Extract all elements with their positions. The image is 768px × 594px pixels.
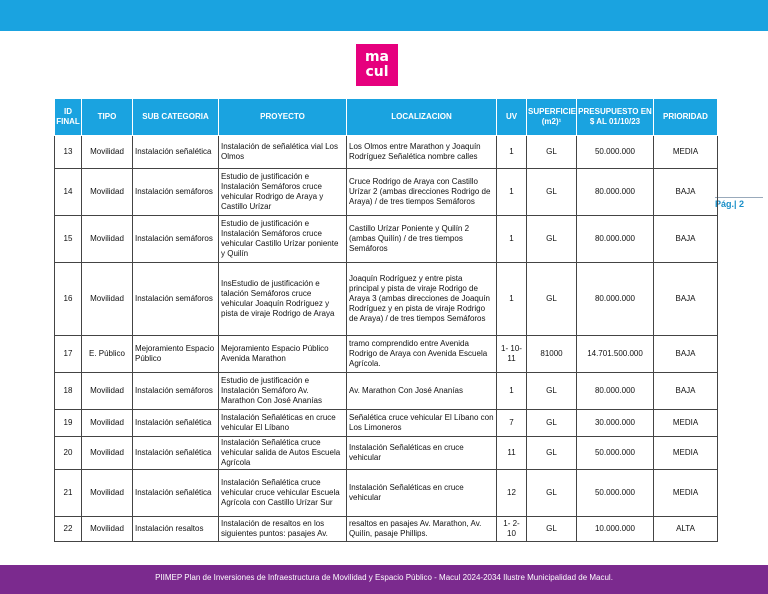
cell-localizacion: Cruce Rodrigo de Araya con Castillo Urízar 2 (ambas direcciones Rodrigo de Araya) / de tres tiempos Semáforos: [347, 169, 497, 216]
cell-subcat: Instalación señalética: [133, 136, 219, 169]
macul-logo: [356, 44, 398, 86]
table-row: [55, 517, 718, 542]
cell-localizacion: Castillo Urízar Poniente y Quilín 2 (ambas Quilín) / de tres tiempos Semáforos: [347, 216, 497, 263]
cell-proyecto: InsEstudio de justificación e talación Semáforos cruce vehicular Joaquín Rodríguez y pista de viraje Rodrigo de Araya: [219, 263, 347, 336]
cell-subcat: Instalación semáforos: [133, 216, 219, 263]
cell-presupuesto: 80.000.000: [577, 216, 654, 263]
cell-subcat: Mejoramiento Espacio Público: [133, 336, 219, 373]
cell-tipo: E. Público: [82, 336, 133, 373]
table-row: [55, 263, 718, 336]
cell-superficie: GL: [527, 216, 577, 263]
cell-superficie: GL: [527, 263, 577, 336]
cell-presupuesto: 14.701.500.000: [577, 336, 654, 373]
cell-proyecto: Instalación Señalética cruce vehicular cruce vehicular Escuela Agrícola con Castillo Urízar Sur: [219, 470, 347, 517]
cell-proyecto: Estudio de justificación e Instalación Semáforos cruce vehicular Castillo Urízar poniente y Quilín: [219, 216, 347, 263]
header-id: ID FINAL: [55, 99, 82, 136]
cell-uv: 1: [497, 169, 527, 216]
cell-subcat: Instalación señalética: [133, 437, 219, 470]
projects-table: [54, 98, 718, 542]
cell-proyecto: Instalación Señaléticas en cruce vehicular El Líbano: [219, 410, 347, 437]
cell-subcat: Instalación señalética: [133, 470, 219, 517]
cell-prioridad: MEDIA: [654, 470, 718, 517]
cell-subcat: Instalación semáforos: [133, 263, 219, 336]
cell-prioridad: BAJA: [654, 263, 718, 336]
cell-uv: 1: [497, 136, 527, 169]
cell-localizacion: Los Olmos entre Marathon y Joaquín Rodríguez Señalética nombre calles: [347, 136, 497, 169]
cell-tipo: Movilidad: [82, 216, 133, 263]
cell-id: 21: [55, 470, 82, 517]
cell-id: 20: [55, 437, 82, 470]
cell-uv: 7: [497, 410, 527, 437]
header-presupuesto: PRESUPUESTO EN $ AL 01/10/23: [577, 99, 654, 136]
cell-tipo: Movilidad: [82, 373, 133, 410]
table-row: [55, 373, 718, 410]
cell-localizacion: Av. Marathon Con José Ananías: [347, 373, 497, 410]
cell-tipo: Movilidad: [82, 136, 133, 169]
cell-uv: 12: [497, 470, 527, 517]
cell-superficie: 81000: [527, 336, 577, 373]
cell-superficie: GL: [527, 470, 577, 517]
cell-localizacion: resaltos en pasajes Av. Marathon, Av. Quilín, pasaje Phillips.: [347, 517, 497, 542]
cell-id: 15: [55, 216, 82, 263]
cell-localizacion: Joaquín Rodríguez y entre pista principal y pista de viraje Rodrigo de Araya 3 (ambas direcciones de Joaquín Rodríguez y en pista de viraje Rodrigo de Araya) / de tres tiempos Semáforos: [347, 263, 497, 336]
cell-tipo: Movilidad: [82, 437, 133, 470]
cell-presupuesto: 80.000.000: [577, 169, 654, 216]
cell-presupuesto: 50.000.000: [577, 136, 654, 169]
cell-subcat: Instalación resaltos: [133, 517, 219, 542]
cell-proyecto: Instalación Señalética cruce vehicular salida de Autos Escuela Agrícola: [219, 437, 347, 470]
cell-tipo: Movilidad: [82, 517, 133, 542]
cell-uv: 1: [497, 263, 527, 336]
cell-prioridad: BAJA: [654, 216, 718, 263]
cell-presupuesto: 80.000.000: [577, 373, 654, 410]
cell-prioridad: MEDIA: [654, 437, 718, 470]
logo-line-1: ma: [364, 49, 390, 65]
table-header-row: [55, 99, 718, 136]
header-superficie: SUPERFICIE (m2)¹: [527, 99, 577, 136]
cell-uv: 1: [497, 216, 527, 263]
cell-superficie: GL: [527, 410, 577, 437]
header-subcategoria: SUB CATEGORIA: [133, 99, 219, 136]
cell-proyecto: Instalación de resaltos en los siguientes puntos: pasajes Av.: [219, 517, 347, 542]
header-uv: UV: [497, 99, 527, 136]
cell-proyecto: Instalación de señalética vial Los Olmos: [219, 136, 347, 169]
cell-prioridad: BAJA: [654, 169, 718, 216]
cell-id: 22: [55, 517, 82, 542]
table-row: [55, 410, 718, 437]
cell-proyecto: Estudio de justificación e Instalación Semáforo Av. Marathon Con José Ananías: [219, 373, 347, 410]
cell-subcat: Instalación señalética: [133, 410, 219, 437]
table-row: [55, 169, 718, 216]
cell-presupuesto: 50.000.000: [577, 470, 654, 517]
cell-id: 14: [55, 169, 82, 216]
table-row: [55, 470, 718, 517]
cell-superficie: GL: [527, 136, 577, 169]
cell-uv: 1- 2- 10: [497, 517, 527, 542]
cell-uv: 1: [497, 373, 527, 410]
table-row: [55, 336, 718, 373]
cell-subcat: Instalación semáforos: [133, 169, 219, 216]
cell-localizacion: Instalación Señaléticas en cruce vehicular: [347, 470, 497, 517]
table-row: [55, 216, 718, 263]
cell-subcat: Instalación semáforos: [133, 373, 219, 410]
logo-line-2: cul: [365, 64, 389, 80]
page-label-divider: [715, 197, 763, 198]
cell-uv: 11: [497, 437, 527, 470]
cell-localizacion: Señalética cruce vehicular El Líbano con Los Limoneros: [347, 410, 497, 437]
cell-uv: 1- 10- 11: [497, 336, 527, 373]
cell-proyecto: Mejoramiento Espacio Público Avenida Marathon: [219, 336, 347, 373]
cell-presupuesto: 10.000.000: [577, 517, 654, 542]
table-row: [55, 437, 718, 470]
header-proyecto: PROYECTO: [219, 99, 347, 136]
cell-prioridad: MEDIA: [654, 410, 718, 437]
cell-superficie: GL: [527, 517, 577, 542]
footer-bar: PIIMEP Plan de Inversiones de Infraestructura de Movilidad y Espacio Público - Macul 2024-2034 Ilustre Municipalidad de Macul.: [0, 565, 768, 594]
header-tipo: TIPO: [82, 99, 133, 136]
cell-id: 18: [55, 373, 82, 410]
cell-presupuesto: 80.000.000: [577, 263, 654, 336]
cell-presupuesto: 30.000.000: [577, 410, 654, 437]
cell-tipo: Movilidad: [82, 410, 133, 437]
cell-tipo: Movilidad: [82, 169, 133, 216]
page-number: Pág.| 2: [715, 199, 745, 209]
header-prioridad: PRIORIDAD: [654, 99, 718, 136]
cell-localizacion: Instalación Señaléticas en cruce vehicular: [347, 437, 497, 470]
top-banner: [0, 0, 768, 31]
cell-prioridad: BAJA: [654, 336, 718, 373]
cell-id: 13: [55, 136, 82, 169]
cell-id: 19: [55, 410, 82, 437]
cell-localizacion: tramo comprendido entre Avenida Rodrigo de Araya con Avenida Escuela Agrícola.: [347, 336, 497, 373]
cell-superficie: GL: [527, 373, 577, 410]
cell-id: 16: [55, 263, 82, 336]
cell-tipo: Movilidad: [82, 263, 133, 336]
cell-proyecto: Estudio de justificación e Instalación Semáforos cruce vehicular Rodrigo de Araya y Castillo Urízar: [219, 169, 347, 216]
cell-superficie: GL: [527, 169, 577, 216]
cell-superficie: GL: [527, 437, 577, 470]
cell-presupuesto: 50.000.000: [577, 437, 654, 470]
cell-prioridad: MEDIA: [654, 136, 718, 169]
cell-tipo: Movilidad: [82, 470, 133, 517]
cell-prioridad: BAJA: [654, 373, 718, 410]
cell-id: 17: [55, 336, 82, 373]
table-row: [55, 136, 718, 169]
cell-prioridad: ALTA: [654, 517, 718, 542]
header-localizacion: LOCALIZACION: [347, 99, 497, 136]
